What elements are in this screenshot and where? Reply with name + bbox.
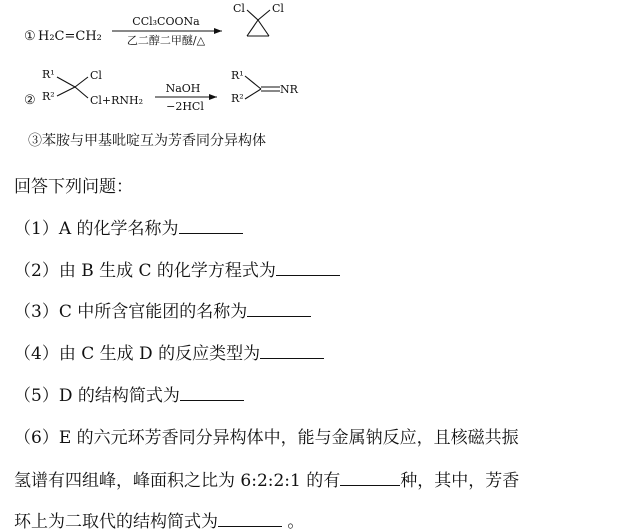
- question-6-text-b: 种，其中，芳香: [400, 471, 520, 491]
- reaction-2-product-r1: R¹: [231, 69, 244, 82]
- question-6-text-a: 氢谱有四组峰，峰面积之比为 6:2:2:1 的有: [14, 471, 341, 491]
- reaction-2-cl-amine: Cl+RNH₂: [90, 94, 144, 107]
- question-6-line-3: [14, 507, 304, 532]
- reaction-2-number: ②: [24, 93, 36, 108]
- imine-bonds: [245, 76, 280, 99]
- question-5-text: （5）D 的结构简式为: [14, 386, 180, 406]
- reaction-1-reactant: H₂C=CH₂: [38, 29, 102, 44]
- question-5: [14, 381, 244, 406]
- question-4: [14, 339, 324, 364]
- question-2-text: （2）由 B 生成 C 的化学方程式为: [14, 261, 276, 281]
- question-6-line-1: （6）E 的六元环芳香同分异构体中，能与金属钠反应，且核磁共振: [14, 428, 519, 448]
- question-1: [14, 214, 243, 239]
- reaction-1-reagent-below: 乙二醇二甲醚/△: [126, 34, 206, 47]
- reaction-2-product-group: NR: [280, 83, 298, 96]
- reaction-1-product-cl-right: Cl: [272, 2, 284, 15]
- question-6-text-c: 环上为二取代的结构简式为: [14, 512, 218, 532]
- answer-blank-5[interactable]: [180, 386, 244, 401]
- reaction-2-r2: R²: [42, 90, 55, 103]
- cyclopropane-product-icon: [247, 10, 270, 36]
- reaction-3-note: ③苯胺与甲基吡啶互为芳香同分异构体: [28, 133, 266, 149]
- answer-blank-6a[interactable]: [340, 471, 400, 486]
- reaction-2-reagent-above: NaOH: [165, 82, 201, 95]
- reaction-1-number: ①: [24, 29, 36, 44]
- answer-blank-6b[interactable]: [218, 512, 282, 527]
- answer-blank-1[interactable]: [179, 219, 243, 234]
- question-4-text: （4）由 C 生成 D 的反应类型为: [14, 344, 261, 364]
- question-6-end: 。: [287, 512, 305, 532]
- reaction-1-product-cl-left: Cl: [233, 2, 245, 15]
- question-6-line-2: [14, 466, 519, 491]
- reaction-2-reagent-below: −2HCl: [166, 100, 204, 113]
- answer-blank-4[interactable]: [260, 344, 324, 359]
- question-2: [14, 256, 340, 281]
- question-1-text: （1）A 的化学名称为: [14, 219, 179, 239]
- question-3: [14, 297, 311, 322]
- reaction-2-product-r2: R²: [231, 92, 244, 105]
- intro-text: 回答下列问题：: [14, 177, 133, 197]
- reaction-2-r1: R¹: [42, 68, 55, 81]
- reaction-2-bonds: [57, 77, 88, 98]
- question-3-text: （3）C 中所含官能团的名称为: [14, 302, 248, 322]
- answer-blank-3[interactable]: [247, 302, 311, 317]
- reaction-1-reagent-above: CCl₃COONa: [132, 15, 200, 28]
- answer-blank-2[interactable]: [276, 261, 340, 276]
- reaction-2-cl-top: Cl: [90, 69, 102, 82]
